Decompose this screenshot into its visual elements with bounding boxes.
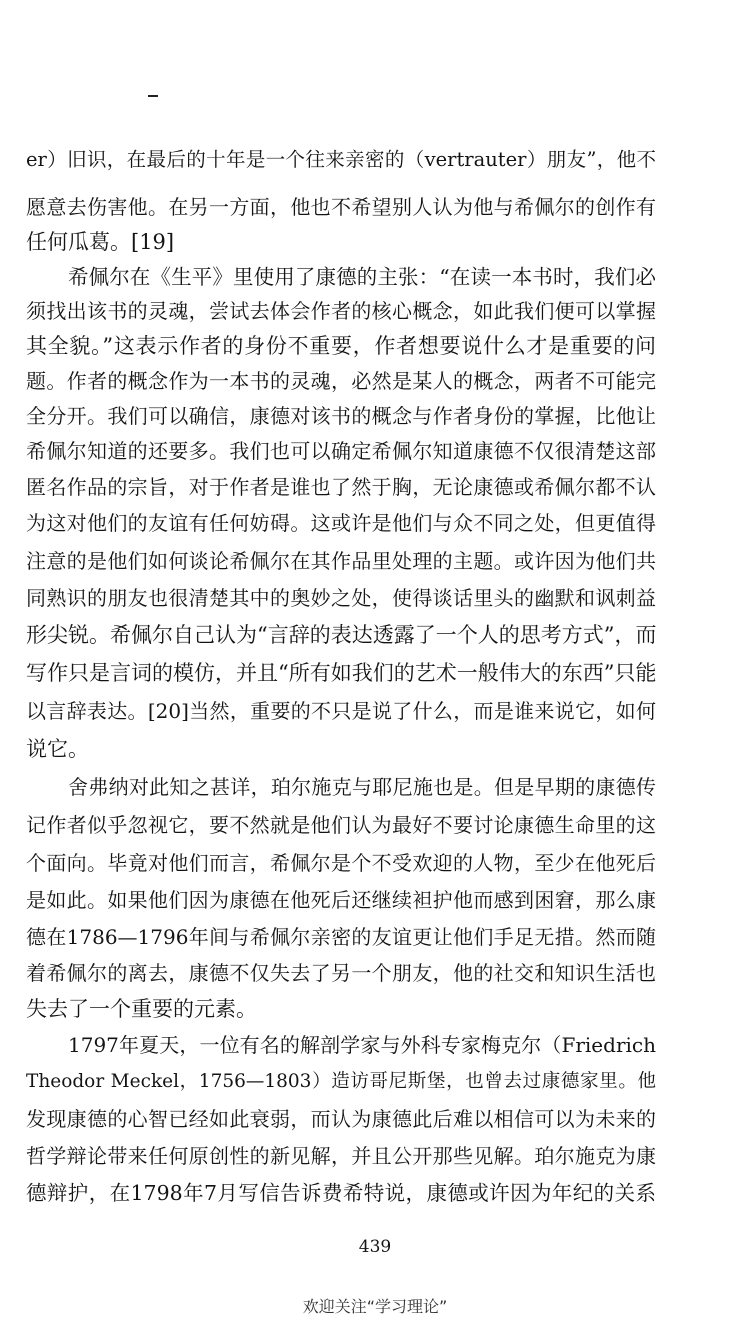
- text-line: 形尖锐。希佩尔自己认为“言辞的表达透露了一个人的思考方式”，而: [26, 623, 657, 647]
- text-line: 匿名作品的宗旨，对于作者是谁也了然于胸，无论康德或希佩尔都不认: [26, 475, 656, 499]
- text-line: 任何瓜葛。[19]: [26, 230, 175, 254]
- stray-mark: [148, 95, 158, 97]
- text-line: 全分开。我们可以确信，康德对该书的概念与作者身份的掌握，比他让: [26, 404, 656, 428]
- text-line: er）旧识，在最后的十年是一个往来亲密的（vertrauter）朋友”，他不: [26, 148, 656, 171]
- text-line: 说它。: [26, 737, 89, 761]
- text-line: 为这对他们的友谊有任何妨碍。这或许是他们与众不同之处，但更值得: [26, 511, 656, 535]
- text-line: 舍弗纳对此知之甚详，珀尔施克与耶尼施也是。但是早期的康德传: [68, 775, 656, 799]
- text-line: 以言辞表达。[20]当然，重要的不只是说了什么，而是谁来说它，如何: [26, 699, 656, 723]
- text-line: 1797年夏天，一位有名的解剖学家与外科专家梅克尔（Friedrich: [68, 1033, 656, 1057]
- text-line: 哲学辩论带来任何原创性的新见解，并且公开那些见解。珀尔施克为康: [26, 1144, 656, 1168]
- text-line: 希佩尔在《生平》里使用了康德的主张：“在读一本书时，我们必: [68, 265, 656, 289]
- text-line: 题。作者的概念作为一本书的灵魂，必然是某人的概念，两者不可能完: [26, 369, 656, 393]
- text-line: 德辩护，在1798年7月写信告诉费希特说，康德或许因为年纪的关系: [26, 1181, 656, 1205]
- text-line: 失去了一个重要的元素。: [26, 997, 257, 1021]
- text-line: 个面向。毕竟对他们而言，希佩尔是个不受欢迎的人物，至少在他死后: [26, 851, 656, 875]
- text-line: 注意的是他们如何谈论希佩尔在其作品里处理的主题。或许因为他们共: [26, 549, 656, 573]
- page-number: 439: [358, 1237, 392, 1257]
- footer-watermark: 欢迎关注“学习理论”: [302, 1297, 448, 1316]
- text-line: 发现康德的心智已经如此衰弱，而认为康德此后难以相信可以为未来的: [26, 1107, 656, 1131]
- text-line: 希佩尔知道的还要多。我们也可以确定希佩尔知道康德不仅很清楚这部: [26, 439, 656, 463]
- text-line: 是如此。如果他们因为康德在他死后还继续袒护他而感到困窘，那么康: [26, 888, 656, 912]
- text-line: 记作者似乎忽视它，要不然就是他们认为最好不要讨论康德生命里的这: [26, 813, 656, 837]
- text-line: 同熟识的朋友也很清楚其中的奥妙之处，使得谈话里头的幽默和讽刺益: [26, 586, 656, 610]
- text-line: 写作只是言词的模仿，并且“所有如我们的艺术一般伟大的东西”只能: [26, 661, 657, 685]
- text-line: Theodor Meckel，1756—1803）造访哥尼斯堡，也曾去过康德家里。他: [26, 1071, 656, 1092]
- text-line: 须找出该书的灵魂，尝试去体会作者的核心概念，如此我们便可以掌握: [26, 299, 656, 323]
- text-line: 德在1786—1796年间与希佩尔亲密的友谊更让他们手足无措。然而随: [26, 925, 656, 949]
- text-line: 愿意去伤害他。在另一方面，他也不希望别人认为他与希佩尔的创作有: [26, 195, 656, 219]
- text-line: 其全貌。”这表示作者的身份不重要，作者想要说什么才是重要的问: [26, 334, 656, 358]
- text-line: 着希佩尔的离去，康德不仅失去了另一个朋友，他的社交和知识生活也: [26, 961, 656, 985]
